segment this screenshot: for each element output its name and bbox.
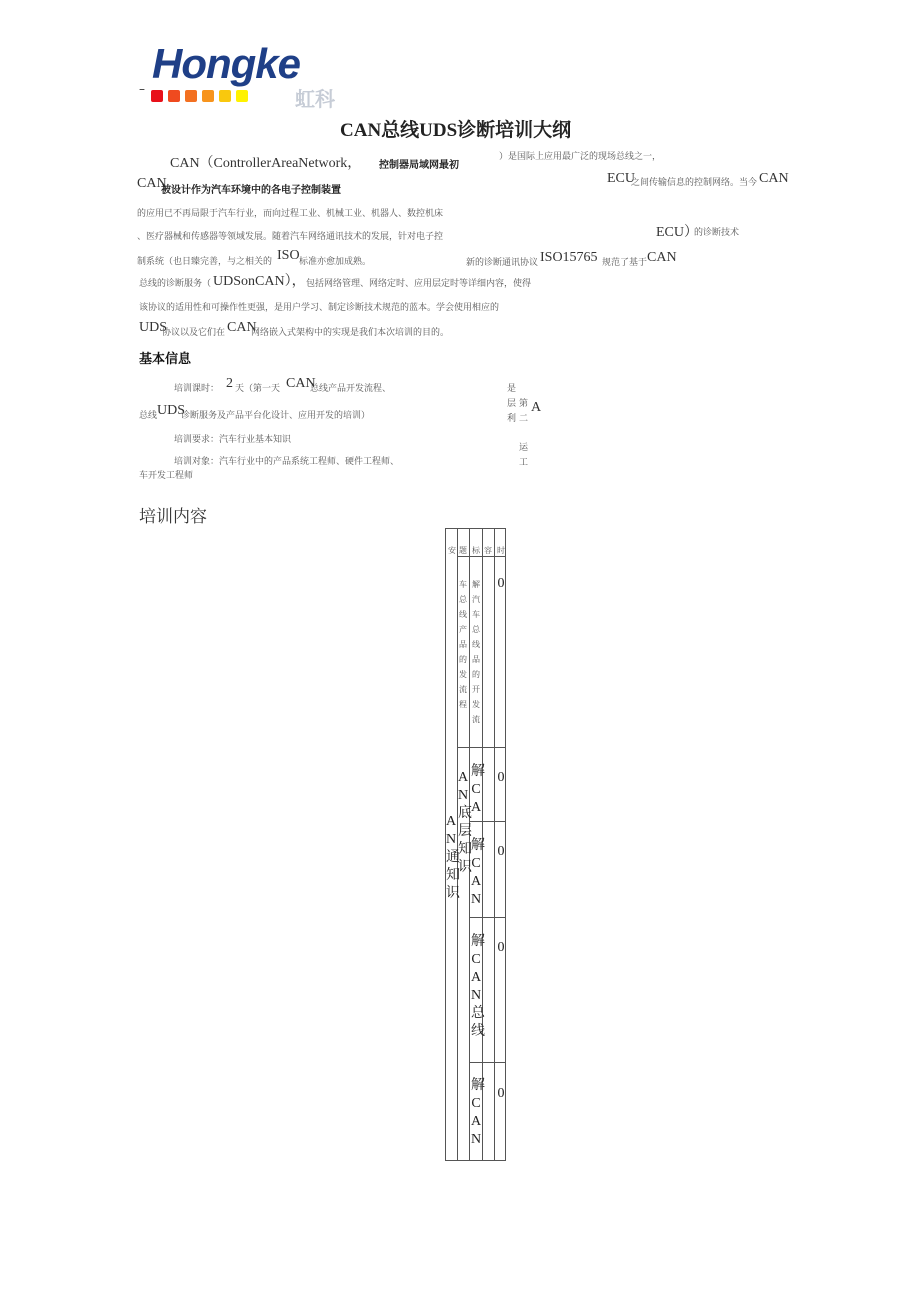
side-fragment-6: A (531, 400, 542, 415)
logo-dot (236, 90, 248, 102)
table-row-4-content: 解CAN (471, 1078, 485, 1147)
intro-line-2e: CAN (759, 171, 789, 186)
table-header-1: 题 (459, 546, 467, 555)
intro-line-6c: 包括网络管理、网络定时、应用层定时等详细内容，使得 (306, 279, 532, 289)
logo-dot (219, 90, 231, 102)
section2-title: AN底层知识 (458, 770, 472, 875)
intro-line-5e: ISO15765 (540, 250, 598, 265)
training-target-b: 车开发工程师 (139, 471, 194, 481)
logo-dash: – (139, 82, 145, 96)
document-title (340, 115, 571, 142)
table-header-0: 安 (448, 546, 456, 555)
logo-dots (151, 90, 261, 104)
training-target-a: 培训对象：汽车行业中的产品系统工程师、硬件工程师、 (174, 457, 400, 467)
content-heading: 培训内容 (139, 507, 207, 527)
table-row-3-content: 解CAN总线 (471, 934, 485, 1039)
hours-text-d: 总线 (139, 411, 158, 421)
table-header-4: 时 (497, 546, 505, 555)
table-row-2-hours: 0 (497, 844, 505, 859)
side-fragment-7: 运 (519, 443, 529, 453)
intro-line-5b: ISO (277, 248, 300, 263)
hours-text-a: 天（第一天 (235, 384, 281, 394)
hours-text-f: 诊断服务及产品平台化设计、应用开发的培训） (181, 411, 371, 421)
hours-text-c: 总线产品开发流程、 (310, 384, 392, 394)
side-fragment-4: 第 (519, 399, 529, 409)
intro-line-1c: ）是国际上应用最广泛的现场总线之一， (499, 152, 662, 162)
intro-line-5d: 新的诊断通讯协议 (466, 258, 539, 268)
intro-line-2c: ECU (607, 171, 635, 186)
section1-hours: 0 (497, 576, 505, 591)
intro-line-5g: CAN (647, 250, 677, 265)
logo-dot (151, 90, 163, 102)
hours-value: 2 (226, 376, 233, 391)
intro-line-4c: 的诊断技术 (694, 228, 740, 238)
section-column-a: AN通知识 (446, 814, 460, 901)
table-row-1-hours: 0 (497, 770, 505, 785)
hours-label: 培训课时： (174, 384, 220, 394)
content-table (445, 528, 506, 1161)
intro-line-6a: 总线的诊断服务（ (139, 279, 212, 289)
intro-line-1a: CAN（ControllerAreaNetwork， (170, 156, 362, 171)
logo-chinese: 虹科 (295, 87, 335, 111)
intro-line-6b: UDSonCAN）， (213, 274, 306, 289)
table-row-2-content: 解CAN (471, 838, 485, 907)
hours-text-e: UDS (157, 403, 186, 418)
intro-line-7: 该协议的适用性和可操作性更强，是用户学习、制定诊断技术规范的蓝本。学会使用相应的 (139, 303, 500, 313)
intro-line-5f: 规范了基于 (602, 258, 648, 268)
intro-line-8c: CAN (227, 320, 257, 335)
side-fragment-1: 是 (507, 384, 517, 394)
intro-line-2d: 之间传输信息的控制网络。当今 (631, 178, 758, 188)
hours-text-b: CAN (286, 376, 316, 391)
table-header-3: 容 (484, 546, 492, 555)
logo-dot (168, 90, 180, 102)
logo-wordmark: Hongke (152, 40, 301, 87)
logo-dot (202, 90, 214, 102)
intro-line-5c: 标准亦愈加成熟。 (299, 257, 372, 267)
table-row-1-content: 解CA (471, 764, 485, 815)
intro-line-8d: 网络嵌入式架构中的实现是我们本次培训的目的。 (251, 328, 450, 338)
table-row-3-hours: 0 (497, 940, 505, 955)
intro-line-2a: CAN (137, 176, 167, 191)
intro-line-5a: 制系统（也日臻完善，与之相关的 (137, 257, 273, 267)
logo-dot (185, 90, 197, 102)
intro-line-2b: 被设计作为汽车环境中的各电子控制装置 (161, 185, 341, 196)
intro-line-8b: 协议以及它们在 (162, 328, 226, 338)
document-title-text: CAN总线UDS诊断培训大纲 (340, 120, 572, 141)
section1-title: 车总线产品的发流程 (459, 580, 467, 709)
intro-line-4b: ECU） (656, 225, 698, 240)
intro-line-8a: UDS (139, 320, 168, 335)
intro-line-4a: 、医疗器械和传感器等领域发展。随着汽车网络通讯技术的发展，针对电子控 (137, 232, 444, 242)
section1-content: 解汽车总线品的开发流 (472, 580, 480, 724)
side-fragment-8: 工 (519, 458, 529, 468)
intro-line-3: 的应用已不再局限于汽车行业，而向过程工业、机械工业、机器人、数控机床 (137, 209, 444, 219)
table-row-4-hours: 0 (497, 1086, 505, 1101)
basic-info-heading: 基本信息 (139, 352, 192, 367)
side-fragment-2: 层 (507, 399, 517, 409)
table-header-2: 标 (472, 546, 480, 555)
side-fragment-5: 二 (519, 414, 529, 424)
side-fragment-3: 利 (507, 414, 517, 424)
intro-line-1b: 控制器局域网最初 (379, 160, 459, 171)
training-requirement: 培训要求：汽车行业基本知识 (174, 435, 292, 445)
